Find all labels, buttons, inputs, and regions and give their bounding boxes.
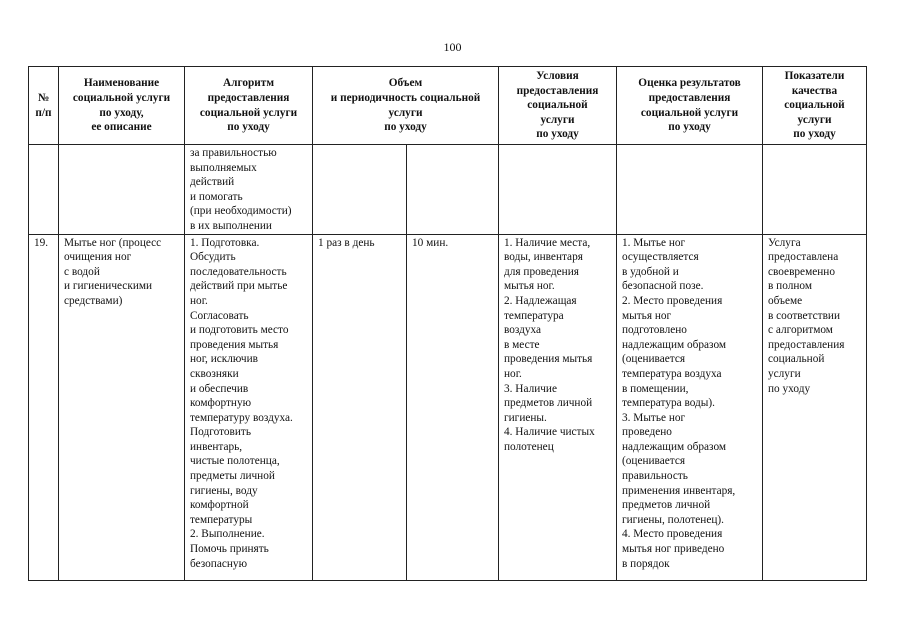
services-table (28, 66, 867, 581)
table-row (29, 145, 867, 235)
header-volume-periodicity: Объем и периодичность социальной услуги по уходу (313, 67, 499, 145)
header-conditions: Условия предоставления социальной услуги по уходу (499, 67, 617, 145)
cont-algorithm-cell: за правильностью выполняемых действий и помогать (при необходимости) в их выполнении (185, 145, 313, 235)
cont-evaluation-cell (617, 145, 763, 235)
row-number: 19. (29, 234, 59, 580)
table-header-row (29, 67, 867, 145)
periodicity-cell: 1 раз в день (313, 234, 407, 580)
cont-quality-cell (763, 145, 867, 235)
page-number: 100 (443, 40, 462, 54)
header-evaluation: Оценка результатов предоставления социальной услуги по уходу (617, 67, 763, 145)
algorithm-cell: 1. Подготовка. Обсудить последовательность действий при мытье ног. Согласовать и подготовить место проведения мытья ног, исключив сквозняки и обеспечив комфортную температуру воздуха. Подготовить инвентарь, чистые полотенца, предметы личной гигиены, воду комфортной температуры 2. Выполнение. Помочь принять безопасную (185, 234, 313, 580)
evaluation-cell: 1. Мытье ног осуществляется в удобной и безопасной позе. 2. Место проведения мытья ног подготовлено надлежащим образом (оценивается температура воздуха в помещении, температура воды). 3. Мытье ног проведено надлежащим образом (оценивается правильность применения инвентаря, предметов личной гигиены, полотенец). 4. Место проведения мытья ног приведено в порядок (617, 234, 763, 580)
cont-duration-cell (407, 145, 499, 235)
table-row (29, 234, 867, 580)
header-number: № п/п (29, 67, 59, 145)
cont-conditions-cell (499, 145, 617, 235)
header-algorithm: Алгоритм предоставления социальной услуги по уходу (185, 67, 313, 145)
conditions-cell: 1. Наличие места, воды, инвентаря для проведения мытья ног. 2. Надлежащая температура воздуха в месте проведения мытья ног. 3. Наличие предметов личной гигиены. 4. Наличие чистых полотенец (499, 234, 617, 580)
header-service-name: Наименование социальной услуги по уходу, ее описание (59, 67, 185, 145)
cont-number-cell (29, 145, 59, 235)
cont-periodicity-cell (313, 145, 407, 235)
cont-name-cell (59, 145, 185, 235)
service-name-cell: Мытье ног (процесс очищения ног с водой и гигиеническими средствами) (59, 234, 185, 580)
duration-cell: 10 мин. (407, 234, 499, 580)
header-quality: Показатели качества социальной услуги по уходу (763, 67, 867, 145)
quality-cell: Услуга предоставлена своевременно в полном объеме в соответствии с алгоритмом предоставления социальной услуги по уходу (763, 234, 867, 580)
